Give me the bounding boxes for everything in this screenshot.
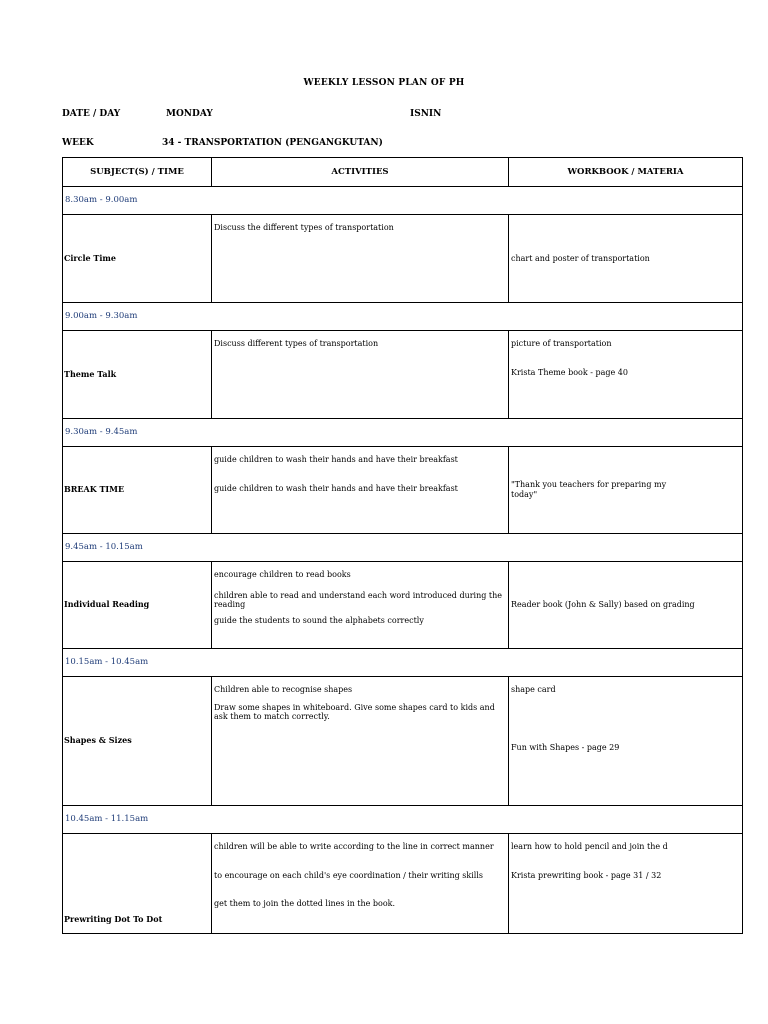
activity-line: children will be able to write according to the line in correct manner (214, 842, 494, 851)
activity-line: guide the students to sound the alphabets correctly (214, 615, 424, 625)
activity-line: Draw some shapes in whiteboard. Give some shapes card to kids and ask them to match correctly. (214, 702, 495, 722)
session-time: 9.45am - 10.15am (63, 534, 743, 562)
table-row (63, 331, 743, 419)
session-activities (212, 331, 509, 419)
activity-line: children able to read and understand each word introduced during the reading (214, 590, 503, 610)
session-time: 10.15am - 10.45am (63, 649, 743, 677)
session-subject: Shapes & Sizes (63, 677, 212, 806)
table-header-row (63, 158, 743, 187)
time-row (63, 303, 743, 331)
activity-line: Discuss the different types of transportation (214, 223, 394, 232)
time-row (63, 534, 743, 562)
session-materials (509, 215, 743, 303)
session-activities (212, 834, 509, 934)
table-row (63, 677, 743, 806)
material-line: Fun with Shapes - page 29 (511, 742, 620, 752)
activity-line: get them to join the dotted lines in the book. (214, 899, 396, 909)
activity-line: to encourage on each child's eye coordination / their writing skills (214, 870, 483, 880)
material-line: Reader book (John & Sally) based on grading (511, 600, 695, 610)
time-row (63, 649, 743, 677)
session-materials (509, 331, 743, 419)
session-time: 8.30am - 9.00am (63, 187, 743, 215)
table-row (63, 562, 743, 649)
session-activities (212, 677, 509, 806)
material-line: today" (511, 490, 538, 499)
session-subject: Prewriting Dot To Dot (63, 834, 212, 934)
column-header-materials: WORKBOOK / MATERIA (509, 158, 743, 187)
session-subject: Theme Talk (63, 331, 212, 419)
session-activities (212, 447, 509, 534)
activity-line: Discuss different types of transportation (214, 339, 379, 348)
session-subject: BREAK TIME (63, 447, 212, 534)
session-materials (509, 447, 743, 534)
activity-line: guide children to wash their hands and have their breakfast (214, 455, 458, 464)
session-subject: Individual Reading (63, 562, 212, 649)
activity-line: guide children to wash their hands and have their breakfast (214, 483, 458, 493)
column-header-activities: ACTIVITIES (212, 158, 509, 187)
session-time: 10.45am - 11.15am (63, 806, 743, 834)
material-line: picture of transportation (511, 339, 612, 348)
material-line: learn how to hold pencil and join the d (511, 842, 668, 851)
column-header-subject: SUBJECT(S) / TIME (63, 158, 212, 187)
lesson-table-viewport (62, 157, 695, 930)
date-label: DATE / DAY (62, 109, 121, 119)
week-label: WEEK (62, 138, 94, 148)
day-malay: ISNIN (410, 109, 442, 119)
material-line: chart and poster of transportation (511, 253, 650, 263)
session-materials (509, 562, 743, 649)
session-time: 9.00am - 9.30am (63, 303, 743, 331)
lesson-table (62, 157, 743, 934)
session-subject: Circle Time (63, 215, 212, 303)
document-title: WEEKLY LESSON PLAN OF PH (303, 78, 465, 88)
material-line: Krista prewriting book - page 31 / 32 (511, 870, 662, 880)
session-materials (509, 677, 743, 806)
session-activities (212, 562, 509, 649)
day-english: MONDAY (166, 109, 213, 119)
time-row (63, 806, 743, 834)
table-row (63, 447, 743, 534)
material-line: Krista Theme book - page 40 (511, 367, 628, 377)
session-materials (509, 834, 743, 934)
activity-line: encourage children to read books (214, 570, 351, 579)
activity-line: Children able to recognise shapes (214, 685, 353, 694)
table-row (63, 215, 743, 303)
material-line: shape card (511, 685, 556, 694)
session-activities (212, 215, 509, 303)
time-row (63, 419, 743, 447)
session-time: 9.30am - 9.45am (63, 419, 743, 447)
material-line: "Thank you teachers for preparing my (511, 480, 667, 490)
table-row (63, 834, 743, 934)
time-row (63, 187, 743, 215)
week-value: 34 - TRANSPORTATION (PENGANGKUTAN) (162, 138, 383, 148)
